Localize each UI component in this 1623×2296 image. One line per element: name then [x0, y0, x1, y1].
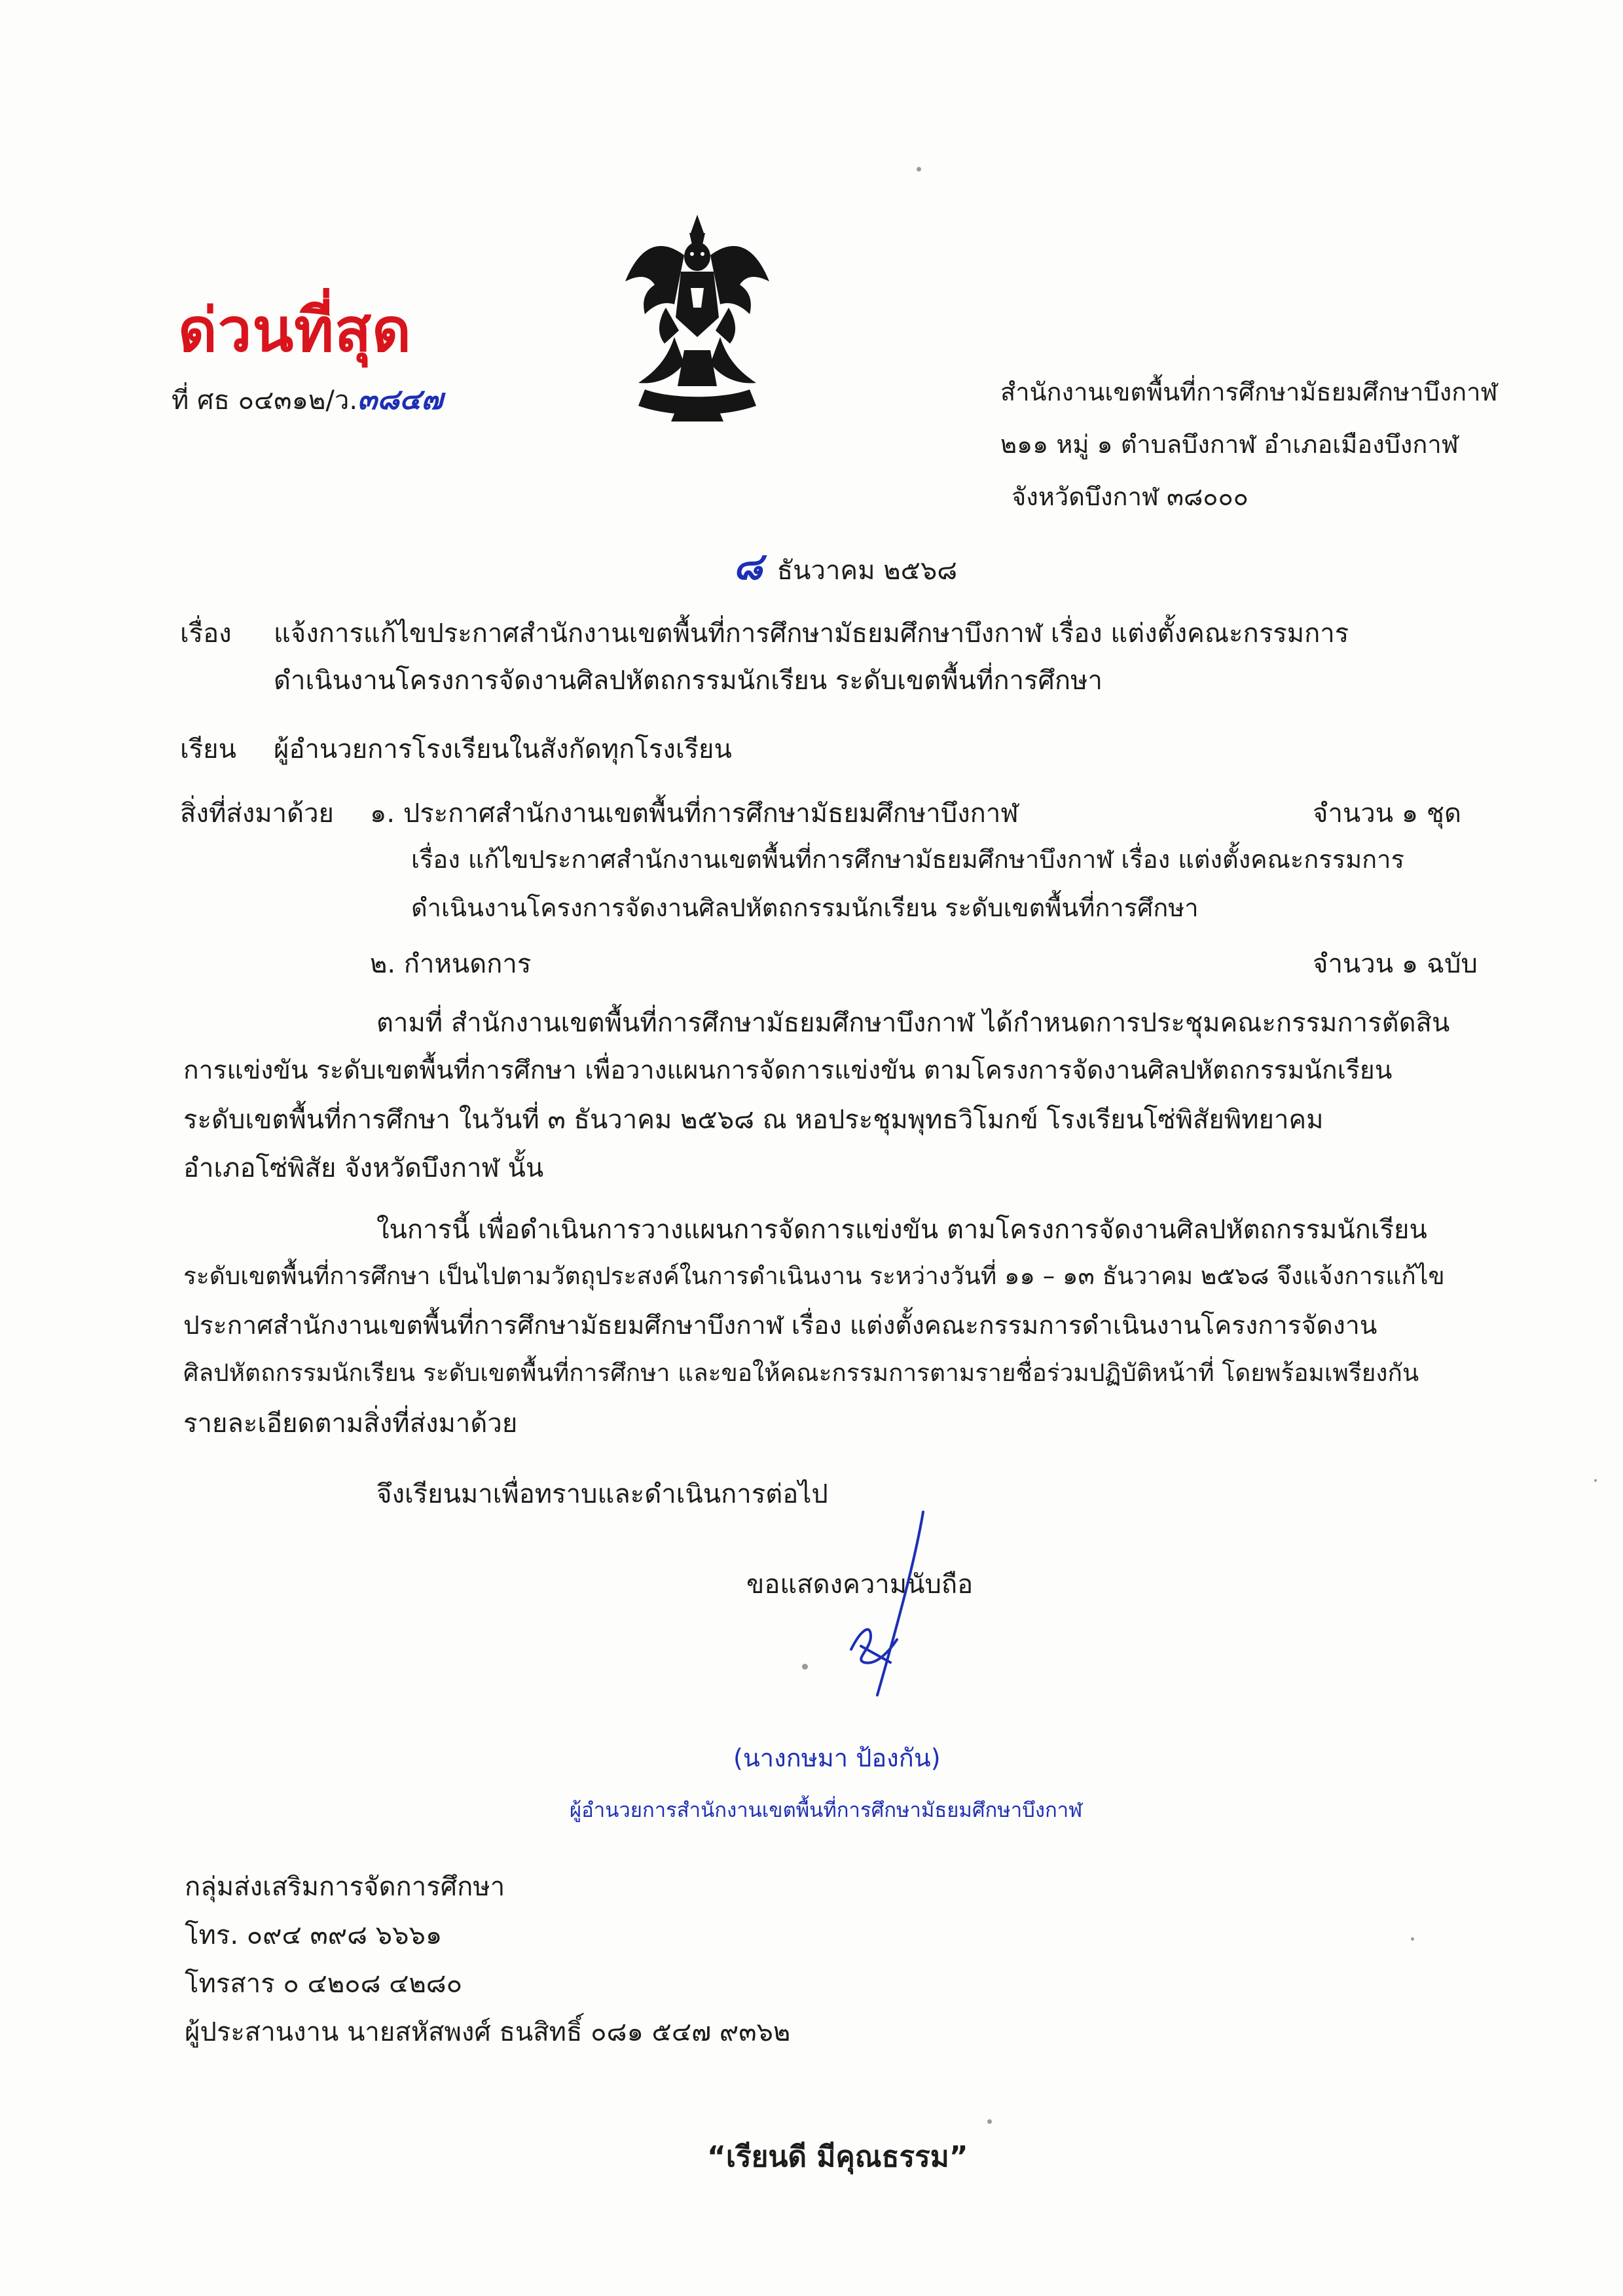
- office-province: จังหวัดบึงกาฬ ๓๘๐๐๐: [1012, 482, 1249, 511]
- subject-line-2: ดำเนินงานโครงการจัดงานศิลปหัตถกรรมนักเรียน ระดับเขตพื้นที่การศึกษา: [274, 666, 1103, 696]
- enclosure-1-line-2: เรื่อง แก้ไขประกาศสำนักงานเขตพื้นที่การศึกษามัธยมศึกษาบึงกาฬ เรื่อง แต่งตั้งคณะกรรมการ: [411, 845, 1404, 874]
- enclosure-1-line-1: ๑. ประกาศสำนักงานเขตพื้นที่การศึกษามัธยมศึกษาบึงกาฬ: [370, 798, 1019, 829]
- signatory-name: (นางกษมา ป้องกัน): [733, 1744, 941, 1772]
- recipient-text: ผู้อำนวยการโรงเรียนในสังกัดทุกโรงเรียน: [274, 734, 732, 764]
- paragraph-2-line-4: ศิลปหัตถกรรมนักเรียน ระดับเขตพื้นที่การศึกษา และขอให้คณะกรรมการตามรายชื่อร่วมปฏิบัติหน้าที่ โดยพร้อมเพรียงกัน: [183, 1359, 1419, 1387]
- subject-label: เรื่อง: [180, 619, 232, 649]
- paragraph-2-line-1: ในการนี้ เพื่อดำเนินการวางแผนการจัดการแข่งขัน ตามโครงการจัดงานศิลปหัตถกรรมนักเรียน: [376, 1215, 1427, 1245]
- contact-coordinator: ผู้ประสานงาน นายสหัสพงศ์ ธนสิทธิ์ ๐๘๑ ๕๔๗ ๙๓๖๒: [185, 2017, 791, 2047]
- paragraph-1-line-3: ระดับเขตพื้นที่การศึกษา ในวันที่ ๓ ธันวาคม ๒๕๖๘ ณ หอประชุมพุทธวิโมกข์ โรงเรียนโซ่พิสัยพิทยาคม: [183, 1105, 1324, 1135]
- subject-line-1: แจ้งการแก้ไขประกาศสำนักงานเขตพื้นที่การศึกษามัธยมศึกษาบึงกาฬ เรื่อง แต่งตั้งคณะกรรมการ: [274, 619, 1349, 649]
- contact-department: กลุ่มส่งเสริมการจัดการศึกษา: [185, 1872, 505, 1902]
- scan-speck: [917, 167, 921, 171]
- contact-fax: โทรสาร ๐ ๔๒๐๘ ๔๒๘๐: [185, 1969, 463, 1999]
- signature-closing: ขอแสดงความนับถือ: [746, 1570, 974, 1600]
- date-day-handwritten: ๘: [733, 544, 763, 588]
- reference-number-handwritten: ๓๘๔๗: [357, 383, 443, 416]
- signature-mark: [825, 1499, 943, 1708]
- date-month-year: ธันวาคม ๒๕๖๘: [776, 556, 958, 586]
- scan-speck: [1594, 1479, 1597, 1482]
- recipient-label: เรียน: [180, 734, 236, 764]
- paragraph-1-line-1: ตามที่ สำนักงานเขตพื้นที่การศึกษามัธยมศึกษาบึงกาฬ ได้กำหนดการประชุมคณะกรรมการตัดสิน: [376, 1008, 1450, 1038]
- paragraph-1-line-2: การแข่งขัน ระดับเขตพื้นที่การศึกษา เพื่อวางแผนการจัดการแข่งขัน ตามโครงการจัดงานศิลปหัตถกรรมนักเรียน: [183, 1056, 1393, 1085]
- letter-date: [733, 535, 957, 596]
- office-address: ๒๑๑ หมู่ ๑ ตำบลบึงกาฬ อำเภอเมืองบึงกาฬ: [1000, 430, 1459, 459]
- reference-number: [172, 376, 443, 422]
- scan-speck: [802, 1664, 808, 1670]
- office-name: สำนักงานเขตพื้นที่การศึกษามัธยมศึกษาบึงกาฬ: [1000, 378, 1498, 406]
- paragraph-2-line-5: รายละเอียดตามสิ่งที่ส่งมาด้วย: [183, 1408, 518, 1439]
- closing-sentence: จึงเรียนมาเพื่อทราบและดำเนินการต่อไป: [376, 1479, 828, 1509]
- enclosure-2-amount: จำนวน ๑ ฉบับ: [1313, 949, 1478, 979]
- enclosures-label: สิ่งที่ส่งมาด้วย: [180, 798, 334, 829]
- reference-prefix: ที่ ศธ ๐๔๓๑๒/ว.: [172, 386, 358, 416]
- contact-phone: โทร. ๐๙๔ ๓๙๘ ๖๖๖๑: [185, 1920, 443, 1950]
- paragraph-1-line-4: อำเภอโซ่พิสัย จังหวัดบึงกาฬ นั้น: [183, 1153, 544, 1183]
- scan-speck: [987, 2119, 992, 2124]
- motto: “เรียนดี มีคุณธรรม”: [707, 2140, 968, 2174]
- signatory-title: ผู้อำนวยการสำนักงานเขตพื้นที่การศึกษามัธยมศึกษาบึงกาฬ: [570, 1799, 1083, 1822]
- urgency-stamp: ด่วนที่สุด: [178, 295, 412, 365]
- garuda-emblem-icon: [619, 209, 776, 425]
- enclosure-2-line-1: ๒. กำหนดการ: [370, 949, 532, 979]
- enclosure-1-line-3: ดำเนินงานโครงการจัดงานศิลปหัตถกรรมนักเรียน ระดับเขตพื้นที่การศึกษา: [411, 893, 1199, 922]
- scan-speck: [1411, 1937, 1414, 1941]
- enclosure-1-amount: จำนวน ๑ ชุด: [1313, 798, 1461, 829]
- paragraph-2-line-2: ระดับเขตพื้นที่การศึกษา เป็นไปตามวัตถุประสงค์ในการดำเนินงาน ระหว่างวันที่ ๑๑ – ๑๓ ธันวาคม ๒๕๖๘ จึงแจ้งการแก้ไข: [183, 1262, 1445, 1290]
- paragraph-2-line-3: ประกาศสำนักงานเขตพื้นที่การศึกษามัธยมศึกษาบึงกาฬ เรื่อง แต่งตั้งคณะกรรมการดำเนินงานโครงการจัดงาน: [183, 1311, 1377, 1340]
